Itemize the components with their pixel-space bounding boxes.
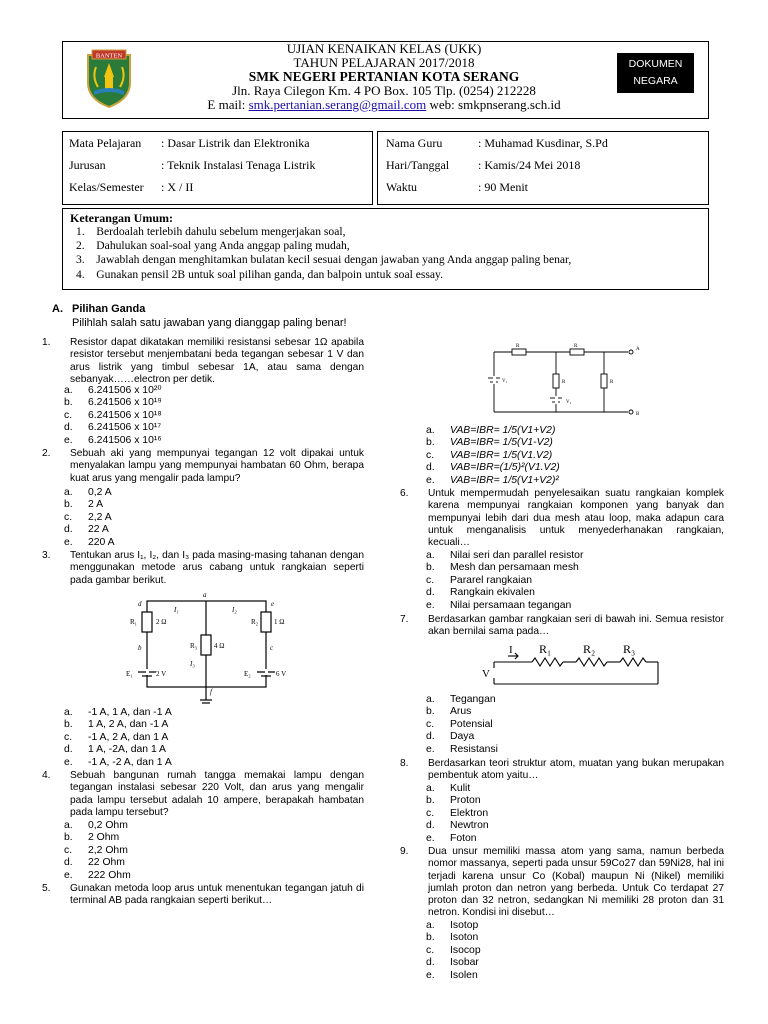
label-e1-value: 2 V <box>156 670 167 678</box>
option[interactable]: b. Mesh dan persamaan mesh <box>426 562 579 574</box>
option[interactable]: b. Proton <box>426 795 481 807</box>
label-r2: R₂ <box>583 642 596 656</box>
option[interactable]: a. Tegangan <box>426 694 496 705</box>
info-time-value: : 90 Menit <box>478 180 528 194</box>
option[interactable]: a. -1 A, 1 A, dan -1 A <box>64 707 172 718</box>
info-subject-value: : Dasar Listrik dan Elektronika <box>161 136 310 150</box>
label-r3-value: 4 Ω <box>214 642 225 650</box>
option[interactable]: e. 6.241506 x 10¹⁶ <box>64 434 162 446</box>
info-class-value: : X / II <box>161 180 194 194</box>
label-r-b: R <box>574 344 578 349</box>
logo-text: BANTEN <box>95 52 123 60</box>
option[interactable]: e. -1 A, -2 A, dan 1 A <box>64 756 172 768</box>
label-r3: R₃ <box>623 642 636 656</box>
question-8-options <box>426 783 489 845</box>
email-label: E mail: <box>207 97 249 112</box>
option[interactable]: d. VAB=IBR=(1/5)²(V1.V2) <box>426 462 560 474</box>
exam-title: UJIAN KENAIKAN KELAS (UKK) <box>286 41 482 56</box>
question-5-options <box>426 425 560 487</box>
instruction-item: 4. Gunakan pensil 2B untuk soal pilihan ganda, dan balpoin untuk soal essay. <box>76 267 443 281</box>
option[interactable]: e. Nilai persamaan tegangan <box>426 599 572 611</box>
section-title: Pilihan Ganda <box>72 303 146 315</box>
option[interactable]: e. VAB=IBR= 1/5(V1+V2)² <box>426 474 559 486</box>
label-r1: R₁ <box>130 618 138 626</box>
label-r1-value: 2 Ω <box>156 618 167 626</box>
question-number: 7. <box>400 614 409 625</box>
label-i2: I₂ <box>232 606 237 614</box>
option[interactable]: a. 0,2 A <box>64 487 112 498</box>
option[interactable]: b. VAB=IBR= 1/5(V1-V2) <box>426 437 553 449</box>
option[interactable]: c. VAB=IBR= 1/5(V1.V2) <box>426 449 553 461</box>
question-text: Untuk mempermudah penyelesaikan suatu rangkaian komplek karena mempunyai rangkaian komponen yang banyak dan mempunyai lebih dari dua mesh atau loop, maka adapun cara untuk menganalisis untuk menyederhanakan rangkaian, kecuali… <box>428 488 724 549</box>
option[interactable]: e. 222 Ohm <box>64 869 131 881</box>
question-number: 2. <box>42 448 51 459</box>
option[interactable]: d. Daya <box>426 731 475 743</box>
label-i3: I₃ <box>190 660 195 668</box>
question-text: Gunakan metoda loop arus untuk menentukan tegangan jatuh di terminal AB pada rangkaian seperti berikut… <box>70 883 364 907</box>
option[interactable]: c. 2,2 Ohm <box>64 844 128 856</box>
option[interactable]: c. -1 A, 2 A, dan 1 A <box>64 731 169 743</box>
circuit-diagram-q7 <box>480 640 662 690</box>
instructions-title: Keterangan Umum: <box>70 211 173 225</box>
label-r3: R₃ <box>190 642 198 650</box>
option[interactable]: e. Isolen <box>426 969 478 981</box>
question-3 <box>42 550 364 587</box>
option[interactable]: d. 22 A <box>64 524 109 536</box>
label-e2: E₂ <box>244 670 251 678</box>
option[interactable]: d. Isobar <box>426 957 479 969</box>
option[interactable]: b. 1 A, 2 A, dan -1 A <box>64 719 169 731</box>
option[interactable]: a. Isotop <box>426 920 479 931</box>
section-instruction: Pilihlah salah satu jawaban yang dianggap paling benar! <box>72 317 347 329</box>
question-text: Resistor dapat dikatakan memiliki resistansi sebesar 1Ω apabila resistor tersebut menjembatani beda tegangan sebesar 1 V dan arus listrik yang timbul sebesar 1A, atau sama dengan sebanyak……electron per detik. <box>70 337 364 385</box>
instruction-item: 2. Dahulukan soal-soal yang Anda anggap paling mudah, <box>76 239 350 253</box>
contact-line <box>0 98 768 112</box>
label-v2: V₂ <box>566 400 572 405</box>
question-number: 6. <box>400 488 409 499</box>
option[interactable]: a. 6.241506 x 10²⁰ <box>64 385 162 396</box>
website-text: web: smkpnserang.sch.id <box>426 97 561 112</box>
node-b: b <box>138 644 142 652</box>
node-e: e <box>271 600 275 608</box>
question-9 <box>400 846 724 920</box>
question-7 <box>400 614 724 639</box>
option[interactable]: b. 2 Ohm <box>64 832 120 844</box>
question-text: Tentukan arus I₁, I₂, dan I₃ pada masing-masing tahanan dengan menggunakan metode arus cabang untuk rangkaian seperti pada gambar berikut. <box>70 550 364 586</box>
terminal-a: A <box>636 347 640 352</box>
info-date-label: Hari/Tanggal <box>386 158 450 172</box>
question-7-options <box>426 694 498 756</box>
option[interactable]: a. Nilai seri dan parallel resistor <box>426 550 584 561</box>
option[interactable]: c. 2,2 A <box>64 511 112 523</box>
instructions-list <box>76 225 571 282</box>
instruction-item: 3. Jawablah dengan menghitamkan bulatan kecil sesuai dengan jawaban yang Anda anggap paling benar, <box>76 253 572 267</box>
terminal-b: B <box>636 412 640 417</box>
badge-line-1: DOKUMEN <box>628 58 683 70</box>
label-r-a: R <box>516 344 520 349</box>
question-4 <box>42 770 364 819</box>
dokumen-negara-badge <box>617 53 694 93</box>
option[interactable]: b. 2 A <box>64 499 104 511</box>
question-8 <box>400 758 724 783</box>
option[interactable]: c. 6.241506 x 10¹⁸ <box>64 409 162 421</box>
option[interactable]: d. 6.241506 x 10¹⁷ <box>64 422 162 434</box>
info-major-label: Jurusan <box>69 158 106 172</box>
option[interactable]: a. Kulit <box>426 783 471 794</box>
instruction-item: 1. Berdoalah terlebih dahulu sebelum mengerjakan soal, <box>76 225 346 238</box>
label-e1: E₁ <box>126 670 133 678</box>
label-r-c: R <box>562 380 566 385</box>
question-number: 9. <box>400 846 409 857</box>
option[interactable]: e. Foton <box>426 832 477 844</box>
option[interactable]: b. 6.241506 x 10¹⁹ <box>64 397 162 409</box>
info-subject-label: Mata Pelajaran <box>69 136 142 150</box>
question-text: Dua unsur memiliki massa atom yang sama, namun berbeda nomor massanya, seperti pada unsur 59Co27 dan 59Ni28, hal ini terjadi karena unsur Co (Kobal) maupun Ni (Nikel) memiliki jumlah proton dan netron yang berbeda. Untuk Co terdapat 27 proton dan 32 netron, sedangkan Ni memiliki 28 proton dan 31 netron. Kondisi ini disebut… <box>428 846 724 919</box>
question-text: Sebuah bangunan rumah tangga memakai lampu dengan tegangan instalasi sebesar 220 Volt, dan arus yang mengalir pada lampu tersebut adalah 10 ampere, berapakah hambatan pada lampu tersebut? <box>70 770 364 818</box>
school-address: Jln. Raya Cilegon Km. 4 PO Box. 105 Tlp. (0254) 212228 <box>232 83 536 98</box>
option[interactable]: d. 1 A, -2A, dan 1 A <box>64 744 166 756</box>
section-letter: A. <box>52 303 63 315</box>
question-2 <box>42 448 364 485</box>
label-r2-value: 1 Ω <box>274 618 285 626</box>
question-number: 5. <box>42 883 51 894</box>
question-text: Berdasarkan teori struktur atom, muatan yang bukan merupakan pembentuk atom yaitu… <box>428 758 724 782</box>
option[interactable]: c. Pararel rangkaian <box>426 574 533 586</box>
question-number: 4. <box>42 770 51 781</box>
exam-year: TAHUN PELAJARAN 2017/2018 <box>293 55 475 70</box>
info-teacher-label: Nama Guru <box>386 136 443 150</box>
label-r1: R₁ <box>539 642 552 656</box>
question-6 <box>400 488 724 549</box>
option[interactable]: d. Newtron <box>426 820 489 832</box>
question-number: 3. <box>42 550 51 561</box>
email-link[interactable]: smk.pertanian.serang@gmail.com <box>248 97 427 112</box>
info-teacher-value: : Muhamad Kusdinar, S.Pd <box>478 136 608 150</box>
info-class-label: Kelas/Semester <box>69 180 144 194</box>
node-f: f <box>210 688 212 696</box>
circuit-diagram-q5 <box>478 336 648 420</box>
school-name: SMK NEGERI PERTANIAN KOTA SERANG <box>248 69 520 84</box>
info-date-value: : Kamis/24 Mei 2018 <box>478 158 581 172</box>
option[interactable]: e. Resistansi <box>426 743 498 755</box>
info-time-label: Waktu <box>386 180 418 194</box>
question-1 <box>42 337 364 386</box>
option[interactable]: c. Elektron <box>426 807 489 819</box>
question-3-options <box>64 707 172 769</box>
option[interactable]: b. Isoton <box>426 932 479 944</box>
info-major-value: : Teknik Instalasi Tenaga Listrik <box>161 158 316 172</box>
option[interactable]: d. 22 Ohm <box>64 857 125 869</box>
question-number: 8. <box>400 758 409 769</box>
node-a: a <box>203 591 207 599</box>
question-text: Sebuah aki yang mempunyai tegangan 12 volt dipakai untuk menyalakan lampu yang mempunyai hambatan 60 Ohm, berapa kuat arus yang mengalir pada lampu? <box>70 448 364 484</box>
label-e2-value: 6 V <box>276 670 287 678</box>
question-6-options <box>426 550 583 612</box>
option[interactable]: c. Potensial <box>426 718 493 730</box>
node-c: c <box>270 644 274 652</box>
option[interactable]: c. Isocop <box>426 944 481 956</box>
question-5 <box>42 883 364 908</box>
label-i1: I₁ <box>174 606 179 614</box>
question-text: Berdasarkan gambar rangkaian seri di bawah ini. Semua resistor akan bernilai sama pada… <box>428 614 724 638</box>
option[interactable]: d. Rangkain ekivalen <box>426 587 535 599</box>
question-1-options <box>64 385 162 447</box>
label-r2: R₂ <box>251 618 259 626</box>
label-i: I <box>509 644 513 656</box>
question-4-options <box>64 820 131 882</box>
badge-line-2: NEGARA <box>633 75 678 87</box>
question-9-options <box>426 920 481 982</box>
option[interactable]: e. 220 A <box>64 536 115 548</box>
label-v1: V₁ <box>502 379 508 384</box>
circuit-diagram-q3 <box>110 590 300 706</box>
node-d: d <box>138 600 142 608</box>
option[interactable]: a. 0,2 Ohm <box>64 820 128 831</box>
option[interactable]: a. VAB=IBR= 1/5(V1+V2) <box>426 425 556 436</box>
label-r-d: R <box>610 380 614 385</box>
label-v: V <box>482 668 490 680</box>
question-2-options <box>64 487 115 549</box>
question-number: 1. <box>42 337 51 348</box>
option[interactable]: b. Arus <box>426 706 472 718</box>
